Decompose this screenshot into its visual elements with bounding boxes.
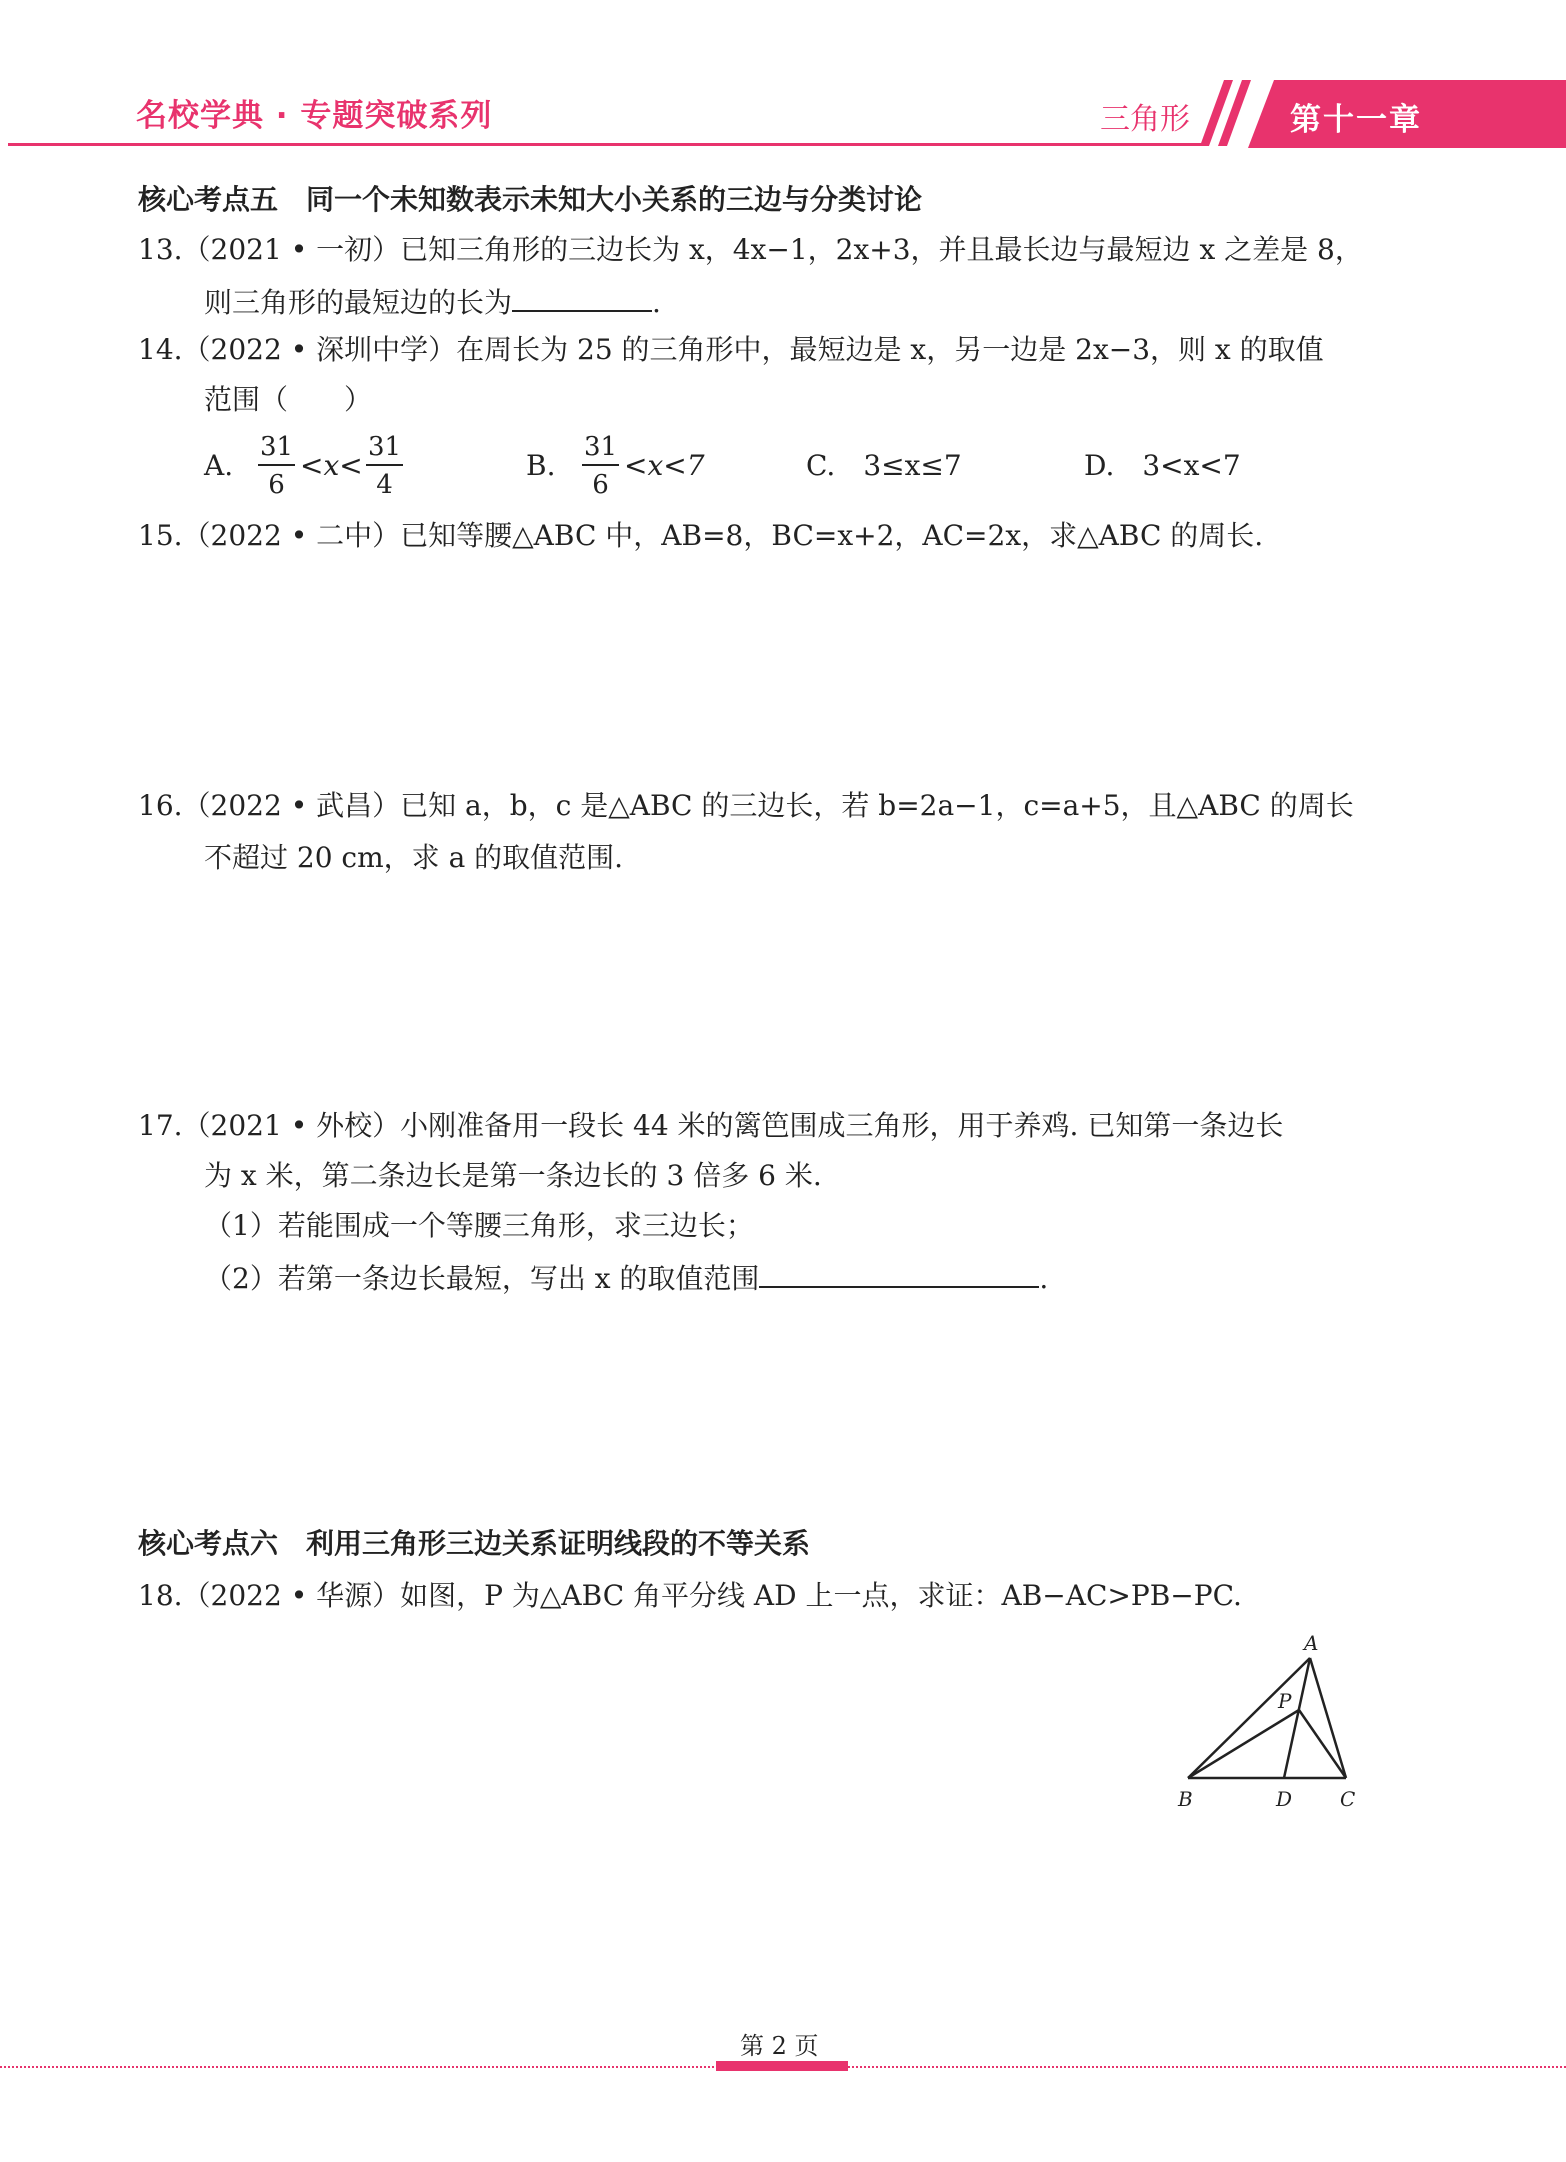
footer-accent-bar [716,2061,848,2071]
q14-option-b-fraction [582,434,619,498]
series-title: 名校学典 · 专题突破系列 [136,98,493,134]
label-a: A [1304,1631,1319,1655]
q13-line-2 [204,286,661,317]
q13-period: . [652,286,661,319]
label-c: C [1340,1787,1356,1811]
fraction-denominator: 6 [592,470,609,500]
q17-line-1: 17.（2021 • 外校）小刚准备用一段长 44 米的篱笆围成三角形，用于养鸡. 已知第一条边长 [138,1109,1284,1142]
q17-period: . [1039,1262,1049,1295]
q17-line-2: 为 x 米，第二条边长是第一条边长的 3 倍多 6 米. [204,1159,822,1192]
q18-line-1: 18.（2022 • 华源）如图，P 为△ABC 角平分线 AD 上一点，求证：AB−AC>PB−PC. [138,1579,1242,1612]
fraction-numerator: 31 [258,434,295,466]
label-p: P [1278,1689,1292,1713]
q17-part-2-text: （2）若第一条边长最短，写出 x 的取值范围 [204,1262,760,1295]
q14-option-a-inequality: <x< [300,449,363,482]
q17-answer-blank [759,1262,1039,1288]
q15-line-1: 15.（2022 • 二中）已知等腰△ABC 中，AB=8，BC=x+2，AC=2x，求△ABC 的周长. [138,519,1264,552]
q14-option-a-fraction-2 [366,434,403,498]
q17-part-1: （1）若能围成一个等腰三角形，求三边长； [204,1209,754,1242]
q14-option-d: D. 3<x<7 [1084,449,1241,482]
section-5-title: 核心考点五 同一个未知数表示未知大小关系的三边与分类讨论 [138,183,923,216]
segment-ac [1310,1658,1346,1778]
label-d: D [1276,1787,1293,1811]
q14-option-a-label: A. [204,449,234,482]
q16-line-1: 16.（2022 • 武昌）已知 a，b，c 是△ABC 的三边长，若 b=2a−1，c=a+5，且△ABC 的周长 [138,789,1354,822]
section-6-title: 核心考点六 利用三角形三边关系证明线段的不等关系 [138,1527,811,1560]
q13-line-1: 13.（2021 • 一初）已知三角形的三边长为 x，4x−1，2x+3，并且最长边与最短边 x 之差是 8， [138,233,1363,266]
q13-text: 则三角形的最短边的长为 [204,286,513,319]
triangle-figure [1168,1628,1368,1818]
q14-line-1: 14.（2022 • 深圳中学）在周长为 25 的三角形中，最短边是 x，另一边是 2x−3，则 x 的取值 [138,333,1324,366]
segment-pb [1188,1710,1299,1778]
segment-pc [1299,1710,1346,1778]
page-number: 第 2 页 [740,2032,819,2060]
fraction-numerator: 31 [366,434,403,466]
q14-option-b-label: B. [526,449,556,482]
fraction-numerator: 31 [582,434,619,466]
label-b: B [1178,1787,1193,1811]
q14-option-c: C. 3≤x≤7 [806,449,962,482]
fraction-denominator: 4 [376,470,393,500]
q13-answer-blank [512,286,652,312]
q14-option-a-fraction-1 [258,434,295,498]
fraction-denominator: 6 [268,470,285,500]
q14-option-b-inequality: <x<7 [624,449,705,482]
q17-part-2 [204,1262,1048,1293]
q14-line-2: 范围（ ） [204,383,373,416]
segment-ab [1188,1658,1310,1778]
q16-line-2: 不超过 20 cm，求 a 的取值范围. [204,841,624,874]
topic-title: 三角形 [1100,102,1190,137]
header-rule [8,143,1208,146]
chapter-title: 第十一章 [1290,102,1422,138]
